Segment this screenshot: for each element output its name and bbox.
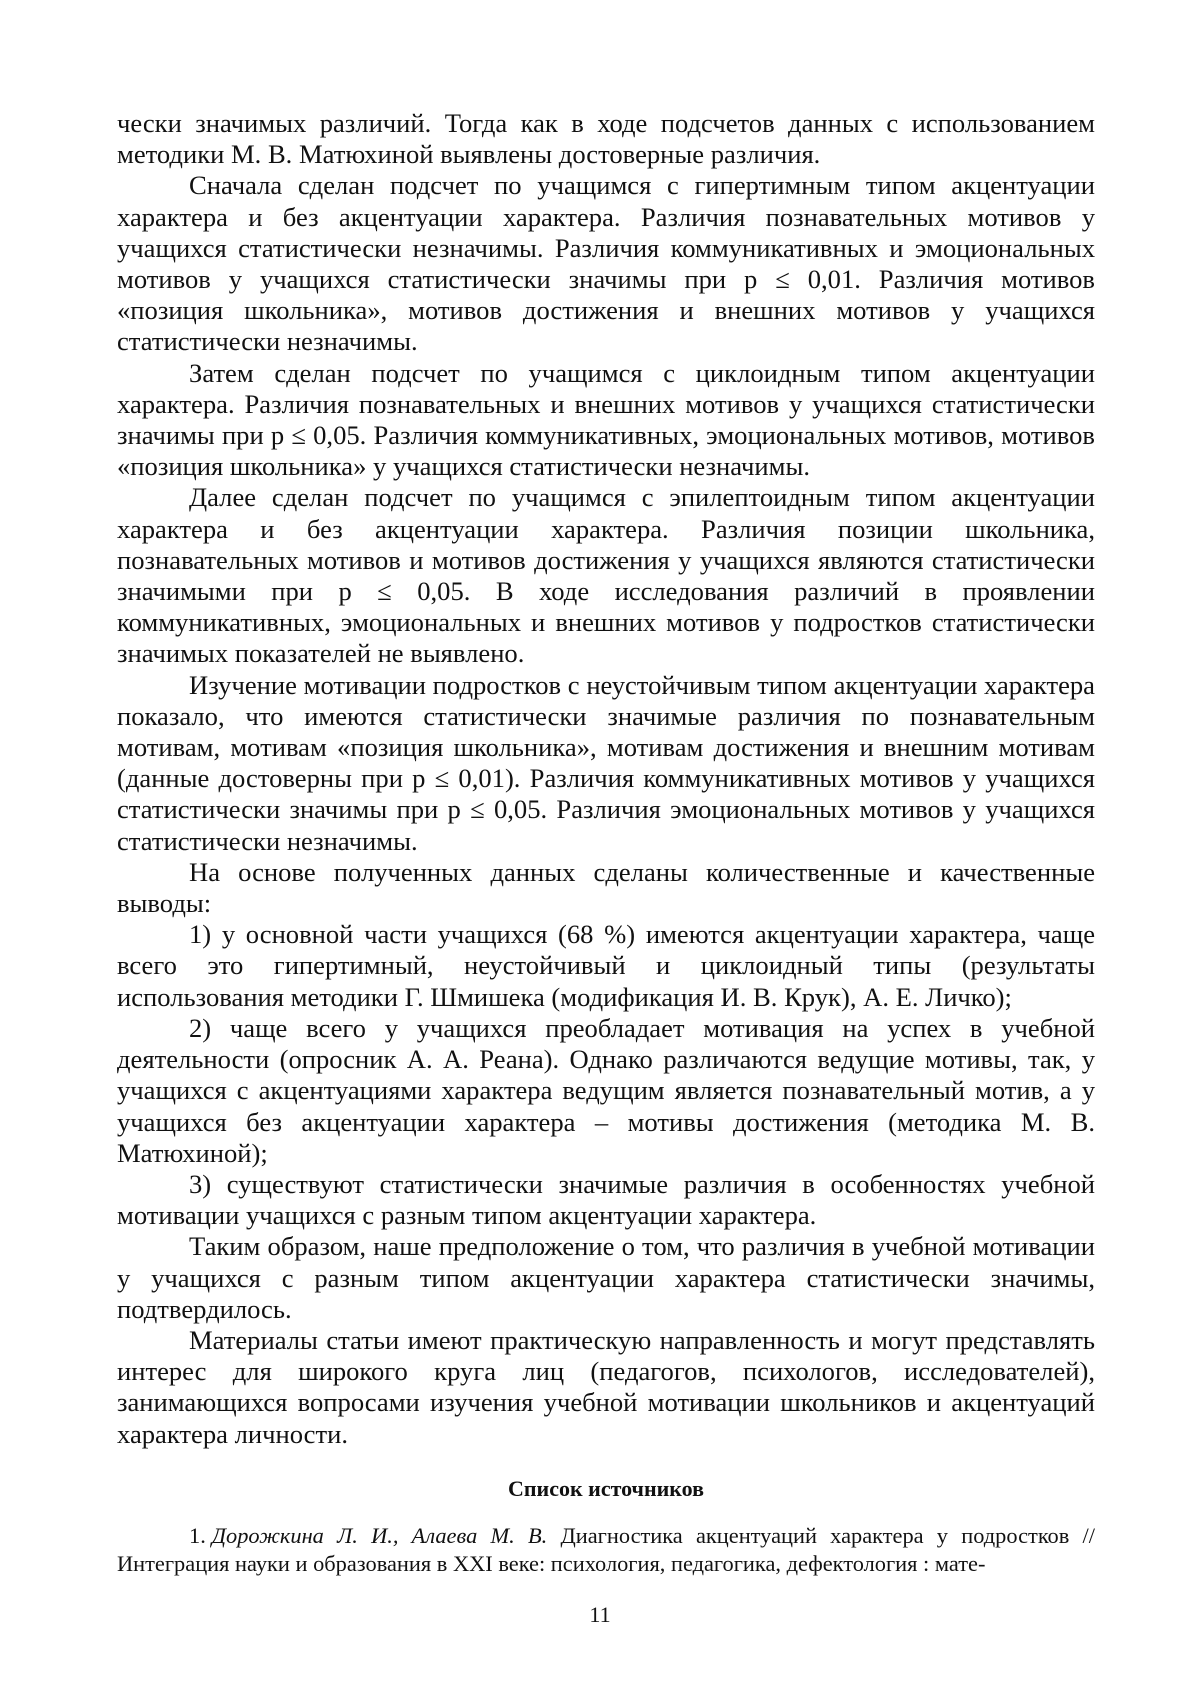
paragraph-practical: Материалы статьи имеют практическую направленность и могут представлять интерес для широкого круга лиц (педагогов, психологов, исследователей), занимающихся вопросами изучения учебной мотивации школьников и акцентуаций характера личности. bbox=[117, 1324, 1095, 1449]
paragraph-summary: Таким образом, наше предположение о том, что различия в учебной мотивации у учащихся с разным типом акцентуации характера статистически значимы, подтвердилось. bbox=[117, 1231, 1095, 1324]
paragraph-epileptoid: Далее сделан подсчет по учащимся с эпилептоидным типом акцентуации характера и без акцентуации характера. Различия позиции школьника, познавательных мотивов и мотивов достижения у учащихся являются статистически значимыми при p ≤ 0,05. В ходе исследования различий в проявлении коммуникативных, эмоциональных и внешних мотивов у подростков статистически значимых показателей не выявлено. bbox=[117, 482, 1095, 669]
conclusion-item-2: 2) чаще всего у учащихся преобладает мотивация на успех в учебной деятельности (опросник А. А. Реана). Однако различаются ведущие мотивы, так, у учащихся с акцентуациями характера ведущим является познавательный мотив, а у учащихся без акцентуации характера – мотивы достижения (методика М. В. Матюхиной); bbox=[117, 1012, 1095, 1168]
paragraph-hyperthymic: Сначала сделан подсчет по учащимся с гипертимным типом акцентуации характера и без акцентуации характера. Различия познавательных мотивов у учащихся статистически незначимы. Различия коммуникативных и эмоциональных мотивов у учащихся статистически значимы при p ≤ 0,01. Различия мотивов «позиция школьника», мотивов достижения и внешних мотивов у учащихся статистически незначимы. bbox=[117, 170, 1095, 357]
paragraph-conclusions-intro: На основе полученных данных сделаны количественные и качественные выводы: bbox=[117, 856, 1095, 919]
references-list bbox=[117, 1522, 1095, 1578]
page-content bbox=[117, 108, 1095, 1578]
reference-item bbox=[117, 1522, 1095, 1578]
reference-authors: Дорожкина Л. И., Алаева М. В. bbox=[211, 1522, 548, 1548]
article-body bbox=[117, 108, 1095, 1450]
conclusion-item-3: 3) существуют статистически значимые различия в особенностях учебной мотивации учащихся с разным типом акцентуации характера. bbox=[117, 1168, 1095, 1231]
paragraph-unstable: Изучение мотивации подростков с неустойчивым типом акцентуации характера показало, что имеются статистически значимые различия по познавательным мотивам, мотивам «позиция школьника», мотивам достижения и внешним мотивам (данные достоверны при p ≤ 0,01). Различия коммуникативных мотивов у учащихся статистически значимы при p ≤ 0,05. Различия эмоциональных мотивов у учащихся статистически незначимы. bbox=[117, 669, 1095, 856]
page-number: 11 bbox=[589, 1602, 611, 1627]
paragraph-cycloid: Затем сделан подсчет по учащимся с циклоидным типом акцентуации характера. Различия познавательных и внешних мотивов у учащихся статистически значимы при p ≤ 0,05. Различия коммуникативных, эмоциональных мотивов, мотивов «позиция школьника» у учащихся статистически незначимы. bbox=[117, 357, 1095, 482]
references-heading: Список источников bbox=[507, 1475, 705, 1501]
reference-number: 1. bbox=[189, 1522, 206, 1548]
paragraph-continuation: чески значимых различий. Тогда как в ходе подсчетов данных с использованием методики М. В. Матюхиной выявлены достоверные различия. bbox=[117, 108, 1095, 170]
conclusion-item-1: 1) у основной части учащихся (68 %) имеются акцентуации характера, чаще всего это гипертимный, неустойчивый и циклоидный типы (результаты использования методики Г. Шмишека (модификация И. В. Крук), А. Е. Личко); bbox=[117, 919, 1095, 1012]
reference-text: Диагностика акцентуаций характера у подростков // Интеграция науки и образования в XXI веке: психология, педагогика, дефектология : мате- bbox=[117, 1522, 1095, 1576]
